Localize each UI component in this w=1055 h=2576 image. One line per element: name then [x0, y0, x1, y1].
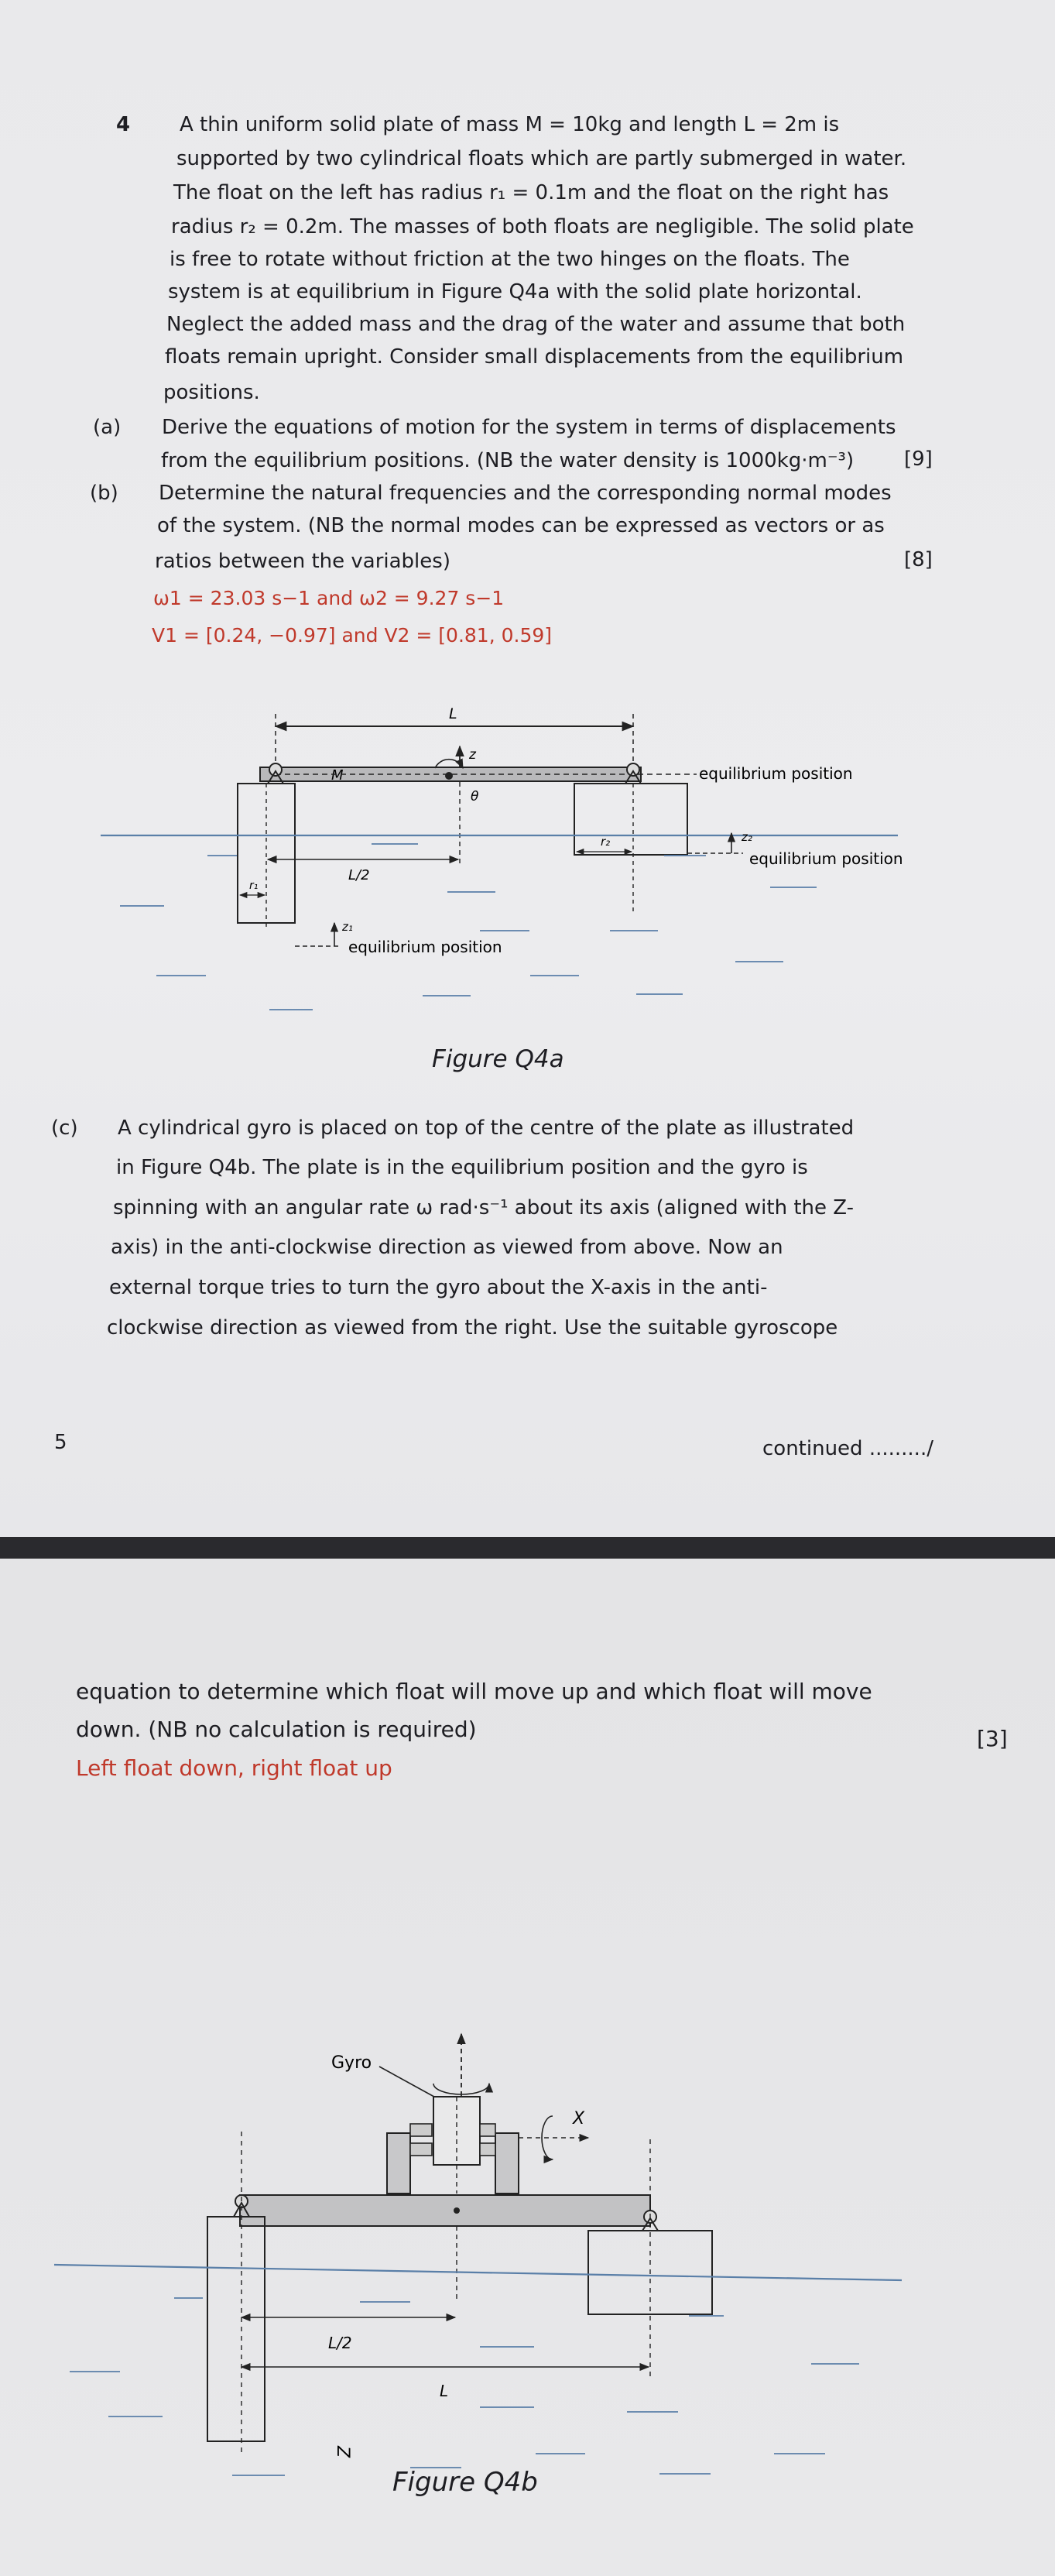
- label-z: z: [469, 747, 476, 763]
- part-a-line: from the equilibrium positions. (NB the water density is 1000kg·m⁻³): [161, 449, 855, 472]
- label-half-L: L/2: [348, 867, 370, 883]
- part-b-answer-frequencies: ω1 = 23.03 s−1 and ω2 = 9.27 s−1: [153, 587, 505, 609]
- label-r2: r₂: [601, 835, 611, 849]
- part-c-label: (c): [51, 1116, 78, 1140]
- stem-line: system is at equilibrium in Figure Q4a with the solid plate horizontal.: [168, 280, 862, 304]
- stem-line: positions.: [163, 381, 260, 404]
- label-M: M: [331, 767, 344, 784]
- part-c-continued-line: down. (NB no calculation is required): [76, 1717, 477, 1742]
- part-c-line: spinning with an angular rate ω rad·s⁻¹ about its axis (aligned with the Z-: [113, 1196, 854, 1219]
- solid-plate-b: [240, 2195, 650, 2226]
- label-X: X: [573, 2109, 585, 2128]
- stem-line: Neglect the added mass and the drag of the water and assume that both: [166, 313, 906, 336]
- stem-line: radius r₂ = 0.2m. The masses of both floats are negligible. The solid plate: [171, 215, 914, 238]
- label-plate-equilibrium: equilibrium position: [699, 764, 853, 783]
- label-theta: θ: [471, 789, 479, 804]
- part-c-line: axis) in the anti-clockwise direction as viewed from above. Now an: [111, 1236, 783, 1259]
- figure-q4a-diagram: [0, 681, 1055, 1022]
- label-z1-equilibrium: equilibrium position: [348, 938, 502, 956]
- page-number: 5: [54, 1431, 67, 1454]
- part-b-answer-modes: V1 = [0.24, −0.97] and V2 = [0.81, 0.59]: [152, 624, 553, 647]
- part-b-label: (b): [90, 482, 118, 505]
- figure-q4b-caption: Figure Q4b: [392, 2467, 538, 2498]
- right-float: [574, 784, 687, 855]
- page-divider: [0, 1537, 1055, 1559]
- label-z2: z₂: [742, 830, 752, 844]
- label-half-L-b: L/2: [328, 2334, 352, 2352]
- exam-page-2: [0, 1559, 1055, 2576]
- part-c-marks: [3]: [977, 1726, 1008, 1751]
- label-L-b: L: [440, 2382, 449, 2400]
- left-float-b: [207, 2217, 265, 2441]
- part-c-line: in Figure Q4b. The plate is in the equilibrium position and the gyro is: [116, 1156, 808, 1179]
- question-number: 4: [116, 113, 131, 136]
- label-Z: Z: [333, 2446, 352, 2458]
- part-a-marks: [9]: [904, 448, 933, 471]
- part-b-marks: [8]: [904, 548, 933, 571]
- left-hinge: [269, 763, 282, 776]
- stem-line: is free to rotate without friction at the two hinges on the floats. The: [170, 248, 850, 271]
- part-c-line: A cylindrical gyro is placed on top of the centre of the plate as illustrated: [118, 1116, 855, 1140]
- part-c-answer: Left float down, right float up: [76, 1755, 392, 1781]
- figure-q4b-diagram: [0, 1992, 1055, 2519]
- part-c-continued-line: equation to determine which float will move up and which float will move: [76, 1679, 872, 1704]
- label-r1: r₁: [249, 880, 259, 892]
- label-z1: z₁: [342, 920, 353, 934]
- stem-line: floats remain upright. Consider small displacements from the equilibrium: [165, 345, 904, 369]
- label-gyro: Gyro: [331, 2053, 372, 2073]
- part-c-line: clockwise direction as viewed from the right. Use the suitable gyroscope: [107, 1316, 838, 1339]
- stem-line: A thin uniform solid plate of mass M = 10kg and length L = 2m is: [180, 113, 840, 136]
- figure-q4a-caption: Figure Q4a: [432, 1045, 564, 1073]
- label-L: L: [449, 705, 457, 722]
- part-a-line: Derive the equations of motion for the system in terms of displacements: [162, 416, 896, 439]
- part-b-line: ratios between the variables): [155, 550, 450, 573]
- stem-line: The float on the left has radius r₁ = 0.1m and the float on the right has: [173, 181, 889, 204]
- part-b-line: of the system. (NB the normal modes can be expressed as vectors or as: [157, 514, 885, 537]
- part-c-line: external torque tries to turn the gyro about the X-axis in the anti-: [109, 1276, 768, 1299]
- continued-note: continued ........./: [762, 1437, 933, 1460]
- stem-line: supported by two cylindrical floats which are partly submerged in water.: [176, 147, 907, 170]
- label-z2-equilibrium: equilibrium position: [749, 849, 903, 868]
- part-a-label: (a): [93, 416, 122, 439]
- right-hinge: [627, 763, 639, 776]
- part-b-line: Determine the natural frequencies and the corresponding normal modes: [159, 482, 892, 505]
